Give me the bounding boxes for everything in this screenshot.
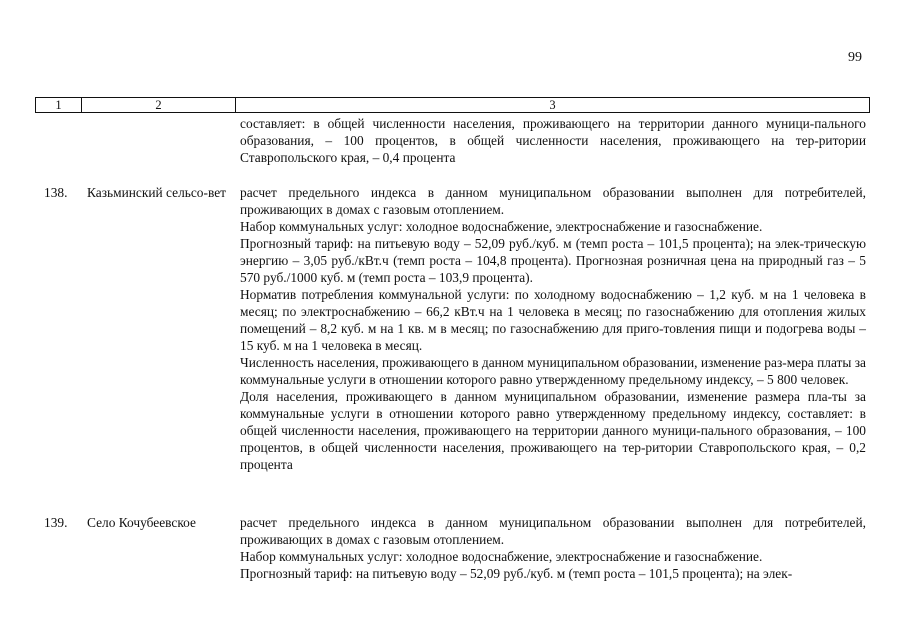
- entry-name: Казьминский сельсо-вет: [87, 185, 227, 200]
- entry-name: Село Кочубеевское: [87, 515, 196, 530]
- header-col-1: 1: [36, 98, 82, 112]
- entry-number: 139.: [44, 515, 68, 530]
- paragraph: Норматив потребления коммунальной услуги: по холодному водоснабжению – 1,2 куб. м на 1 человека в месяц; по электроснабжению – 66,2 кВт.ч на 1 человека в месяц; по газоснабжению для отопления жилых помещений – 8,2 куб. м на 1 кв. м в месяц; по газоснабжению для приго-товления пищи и подогрева воды – 15 куб. м на 1 человека в месяц.: [240, 287, 866, 353]
- header-col-2: 2: [82, 98, 236, 112]
- paragraph: Набор коммунальных услуг: холодное водоснабжение, электроснабжение и газоснабжение.: [240, 549, 763, 564]
- entry-number: 138.: [44, 185, 68, 200]
- page-number: 99: [848, 50, 862, 65]
- paragraph: Прогнозный тариф: на питьевую воду – 52,09 руб./куб. м (темп роста – 101,5 процента); на элек-трическую энергию – 3,05 руб./кВт.ч (темп роста – 104,8 процента). Прогнозная розничная цена на природный газ – 5 570 руб./1000 куб. м (темп роста – 103,9 процента).: [240, 236, 866, 285]
- paragraph: составляет: в общей численности населения, проживающего на территории данного муници-пального образования, – 100 процентов, в общей численности населения, проживающего на тер-ритории Ставропольского края, – 0,4 процента: [240, 116, 866, 165]
- continuation-text: [240, 115, 866, 166]
- paragraph: расчет предельного индекса в данном муниципальном образовании выполнен для потребителей, проживающих в домах с газовым отоплением.: [240, 185, 866, 217]
- paragraph: Численность населения, проживающего в данном муниципальном образовании, изменение раз-мера платы за коммунальные услуги в отношении которого равно утвержденному предельному индексу, – 5 800 человек.: [240, 355, 866, 387]
- entry-description: [240, 514, 866, 582]
- table-header-row: [35, 97, 870, 113]
- paragraph: Прогнозный тариф: на питьевую воду – 52,09 руб./куб. м (темп роста – 101,5 процента); на элек-: [240, 566, 793, 581]
- paragraph: Набор коммунальных услуг: холодное водоснабжение, электроснабжение и газоснабжение.: [240, 219, 763, 234]
- entry-description: [240, 184, 866, 473]
- paragraph: Доля населения, проживающего в данном муниципальном образовании, изменение размера пла-ты за коммунальные услуги в отношении которого равно утвержденному предельному индексу, составляет: в общей численности населения, проживающего на территории данного муници-пального образования, – 100 процентов, в общей численности населения, проживающего на тер-ритории Ставропольского края, – 0,2 процента: [240, 389, 866, 472]
- paragraph: расчет предельного индекса в данном муниципальном образовании выполнен для потребителей, проживающих в домах с газовым отоплением.: [240, 515, 866, 547]
- header-col-3: 3: [549, 98, 556, 112]
